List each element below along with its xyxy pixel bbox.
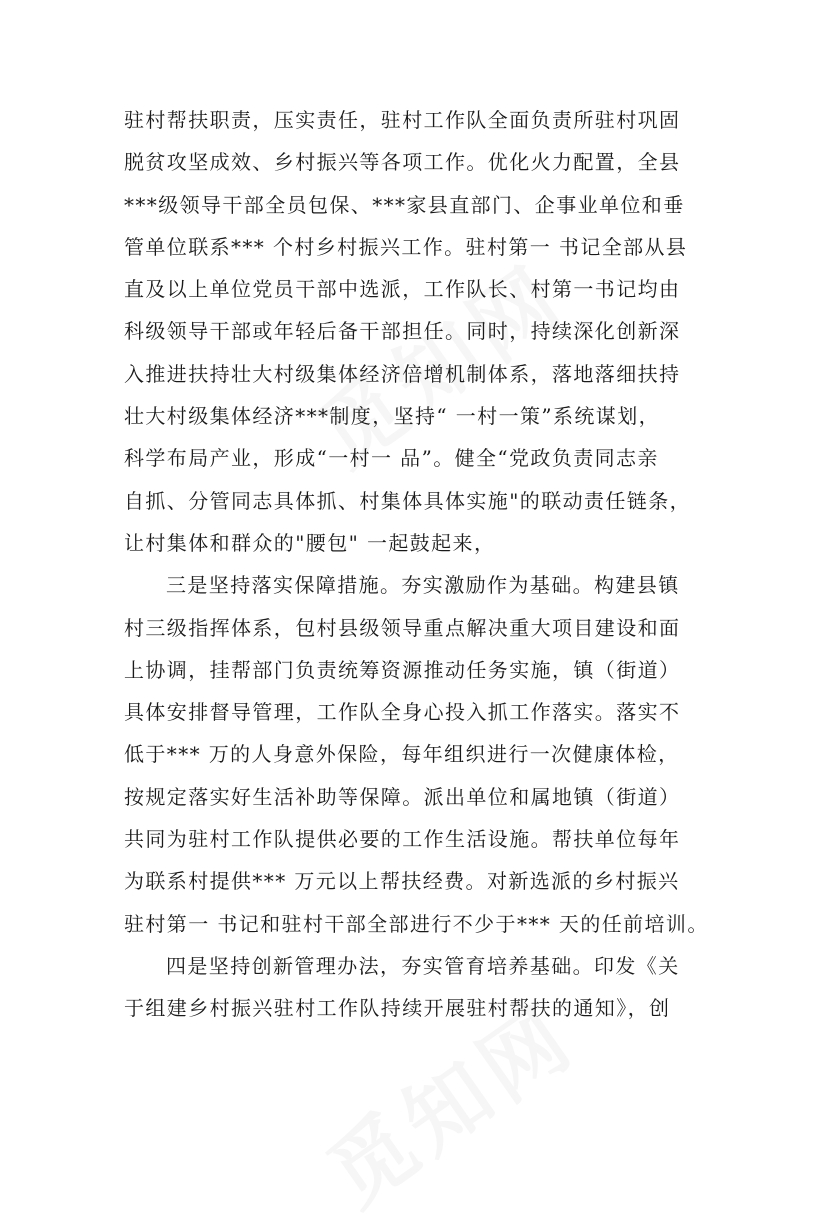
text-line: 驻村帮扶职责，压实责任，驻村工作队全面负责所驻村巩固 xyxy=(124,108,681,132)
text-line: 让村集体和群众的"腰包" 一起鼓起来， xyxy=(124,530,496,555)
text-line: 三是坚持落实保障措施。夯实激励作为基础。构建县镇 xyxy=(166,573,680,598)
text-line: 于组建乡村振兴驻村工作队持续开展驻村帮扶的通知》，创 xyxy=(124,996,671,1021)
text-line: 低于*** 万的人身意外保险，每年组织进行一次健康体检， xyxy=(124,742,680,767)
text-line: 脱贫攻坚成效、乡村振兴等各项工作。优化火力配置，全县 xyxy=(124,150,681,175)
text-line: 四是坚持创新管理办法，夯实管育培养基础。印发《关 xyxy=(166,953,680,978)
text-line: 自抓、分管同志具体抓、村集体具体实施"的联动责任链条， xyxy=(124,488,691,513)
text-line: 村三级指挥体系，包村县级领导重点解决重大项目建设和面 xyxy=(124,615,681,640)
text-line: ***级领导干部全员包保、***家县直部门、企事业单位和垂 xyxy=(124,192,685,217)
text-line: 具体安排督导管理，工作队全身心投入抓工作落实。落实不 xyxy=(124,700,681,725)
document-body xyxy=(124,108,724,1039)
text-line: 为联系村提供*** 万元以上帮扶经费。对新选派的乡村振兴 xyxy=(124,869,680,894)
text-line: 壮大村级集体经济***制度，坚持“ 一村一策”系统谋划， xyxy=(124,404,661,429)
text-line: 入推进扶持壮大村级集体经济倍增机制体系，落地落细扶持 xyxy=(124,361,681,386)
text-line: 管单位联系*** 个村乡村振兴工作。驻村第一 书记全部从县 xyxy=(124,234,688,259)
text-line: 科学布局产业，形成“一村一 品”。健全“党政负责同志亲 xyxy=(124,446,659,471)
text-line: 上协调，挂帮部门负责统筹资源推动任务实施，镇（街道） xyxy=(124,657,681,682)
paragraph-2 xyxy=(124,573,724,936)
text-line: 驻村第一 书记和驻村干部全部进行不少于*** 天的任前培训。 xyxy=(124,911,709,936)
text-line: 共同为驻村工作队提供必要的工作生活设施。帮扶单位每年 xyxy=(124,827,681,852)
paragraph-3 xyxy=(124,954,724,1021)
text-line: 按规定落实好生活补助等保障。派出单位和属地镇（街道） xyxy=(124,784,681,809)
paragraph-1 xyxy=(124,108,724,556)
text-line: 直及以上单位党员干部中选派，工作队长、村第一书记均由 xyxy=(124,277,681,302)
text-line: 科级领导干部或年轻后备干部担任。同时，持续深化创新深 xyxy=(124,319,681,344)
